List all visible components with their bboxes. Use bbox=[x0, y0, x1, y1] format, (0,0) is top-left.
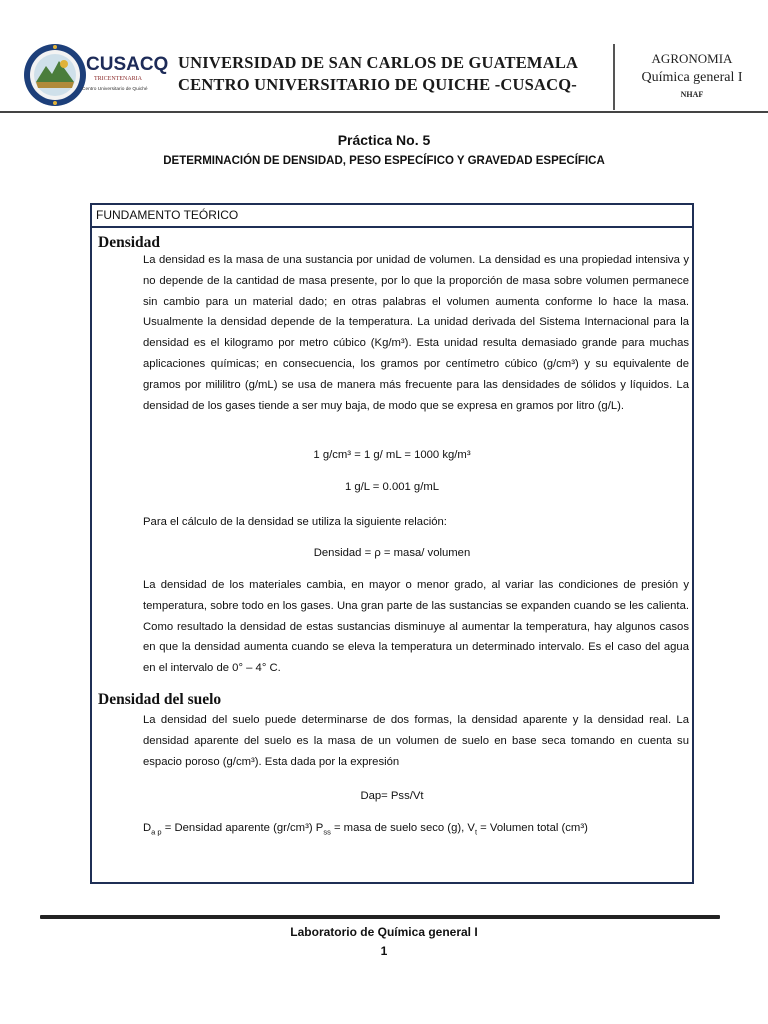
equation-1: 1 g/cm³ = 1 g/ mL = 1000 kg/m³ bbox=[313, 449, 471, 461]
university-logo bbox=[22, 42, 169, 108]
footer-rule bbox=[40, 915, 720, 919]
pss-subscript: ss bbox=[323, 827, 331, 837]
equation-2: 1 g/L = 0.001 g/mL bbox=[344, 481, 440, 493]
section-heading-suelo: Densidad del suelo bbox=[98, 691, 222, 708]
header-line-2: CENTRO UNIVERSITARIO DE QUICHE -CUSACQ- bbox=[178, 75, 577, 94]
vt-definition: = Volumen total (cm³) bbox=[477, 822, 588, 834]
logo-wordmark: CUSACQ bbox=[86, 54, 169, 75]
vt-symbol: V bbox=[467, 822, 475, 834]
theory-box bbox=[90, 203, 694, 884]
page-number: 1 bbox=[380, 944, 388, 958]
vt-subscript: t bbox=[474, 827, 478, 837]
course-name: Química general I bbox=[641, 70, 743, 85]
footer-text: Laboratorio de Química general I bbox=[290, 925, 478, 939]
header-line-1: UNIVERSIDAD DE SAN CARLOS DE GUATEMALA bbox=[178, 53, 579, 72]
pss-symbol: P bbox=[315, 822, 324, 834]
header-divider bbox=[613, 44, 615, 110]
section-heading-densidad: Densidad bbox=[98, 234, 161, 251]
density-paragraph-2: La densidad de los materiales cambia, en mayor o menor grado, al variar las condiciones de presión y temperatura, sobre todo en los gases. Una gran parte de las sustancias se expanden cuando se les calienta. Como resultado la densidad de estas sustancias disminuye al aumentar la temperatura, hay algunos casos en que la densidad aumenta cuando se eleva la temperatura un determinado intervalo. Es el caso del agua en el intervalo de 0° – 4° C. bbox=[143, 579, 689, 675]
variable-definitions bbox=[143, 819, 588, 837]
header-rule bbox=[0, 111, 768, 113]
equation-density: Densidad = ρ = masa/ volumen bbox=[313, 547, 471, 559]
box-header: FUNDAMENTO TEÓRICO bbox=[92, 205, 692, 228]
program-name: AGRONOMIA bbox=[651, 51, 733, 66]
header-course-info bbox=[616, 50, 768, 102]
header-title bbox=[178, 52, 598, 96]
author-initials: NHAF bbox=[680, 90, 704, 99]
practice-title: Práctica No. 5 bbox=[337, 132, 431, 148]
practice-subtitle: DETERMINACIÓN DE DENSIDAD, PESO ESPECÍFICO Y GRAVEDAD ESPECÍFICA bbox=[163, 155, 605, 167]
relation-intro: Para el cálculo de la densidad se utiliza la siguiente relación: bbox=[143, 516, 447, 528]
logo-caption: Centro Universitario de Quiché bbox=[82, 87, 148, 92]
dap-symbol: D bbox=[143, 822, 152, 834]
dap-subscript: a p bbox=[151, 827, 162, 837]
pss-definition: = masa de suelo seco (g), bbox=[330, 822, 468, 834]
dap-definition: = Densidad aparente (gr/cm³) bbox=[161, 822, 316, 834]
logo-subtitle: TRICENTENARIA bbox=[94, 76, 142, 82]
density-paragraph-1: La densidad es la masa de una sustancia por unidad de volumen. La densidad es una propiedad intensiva y no depende de la cantidad de masa presente, por lo que la proporción de masa sobre volumen permanece sin cambio para un material dado; en otras palabras el volumen aumenta conforme lo hace la masa. Usualmente la densidad depende de la temperatura. La unidad derivada del Sistema Internacional para la densidad es el kilogramo por metro cúbico (Kg/m³). Esta unidad resulta demasiado grande para muchas aplicaciones químicas; en consecuencia, los gramos por centímetro cúbico (g/cm³) y su equivalente de gramos por mililitro (g/mL) se usa de manera más frecuente para las densidades de sólidos y líquidos. La densidad de los gases tiende a ser muy baja, de modo que se expresa en gramos por litro (g/L). bbox=[143, 254, 689, 412]
soil-paragraph: La densidad del suelo puede determinarse de dos formas, la densidad aparente y la densidad real. La densidad aparente del suelo es la masa de un volumen de suelo en base seca tomando en cuenta su espacio poroso (g/cm³). Esta dada por la expresión bbox=[143, 714, 689, 768]
equation-dap: Dap= Pss/Vt bbox=[360, 790, 424, 802]
